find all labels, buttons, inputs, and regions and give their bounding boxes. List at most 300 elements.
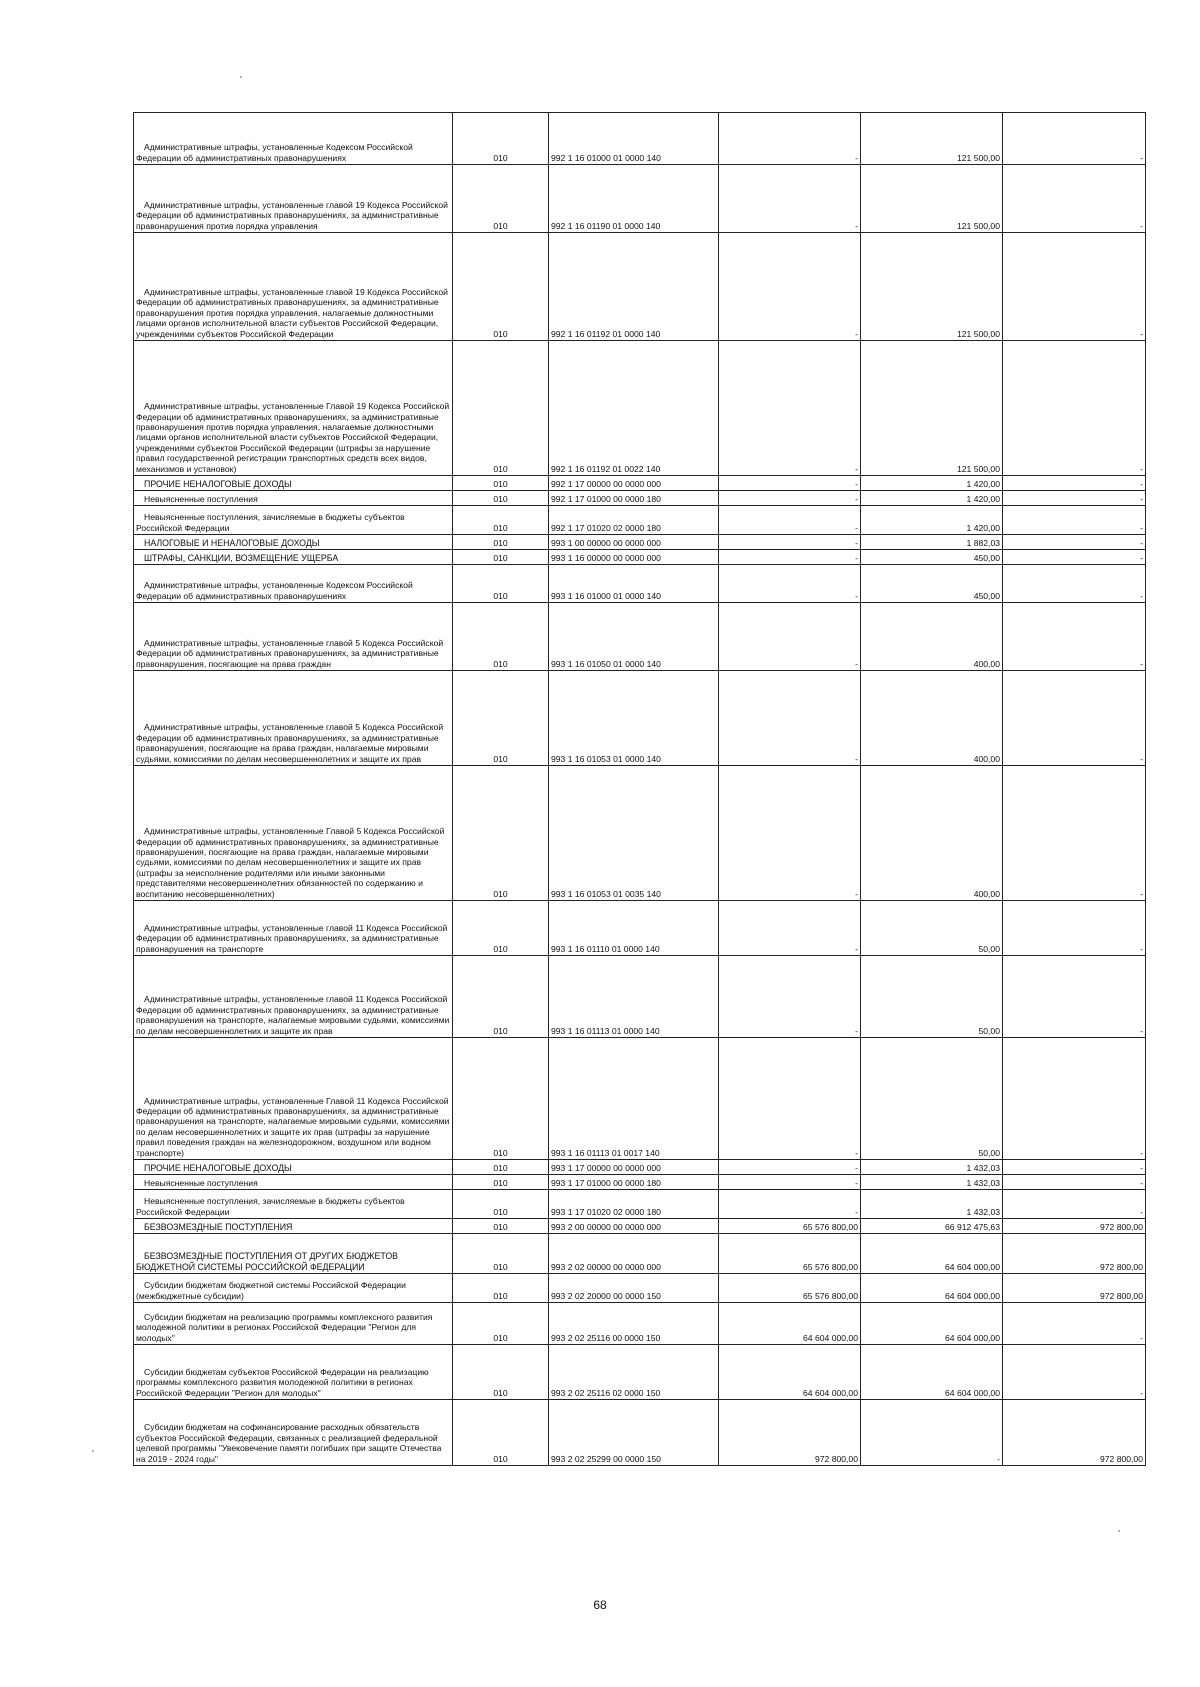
row-budget-code (549, 165, 719, 233)
row-value-2-text: 400,00 (973, 753, 1000, 764)
row-budget-code (549, 766, 719, 901)
row-value-2 (861, 603, 1003, 671)
row-line-code (453, 603, 549, 671)
row-value-1-text: - (855, 152, 858, 163)
table-row (134, 1274, 1146, 1303)
row-value-1 (719, 901, 861, 956)
row-line-code (453, 901, 549, 956)
row-line-code (453, 476, 549, 491)
row-name-text: Субсидии бюджетам бюджетной системы Российской Федерации (межбюджетные субсидии) (136, 1280, 406, 1301)
table-row (134, 1400, 1146, 1466)
row-budget-code-text: 993 2 02 25116 02 0000 150 (551, 1387, 661, 1398)
table-row (134, 901, 1146, 956)
row-budget-code (549, 491, 719, 506)
row-value-3 (1003, 1190, 1146, 1219)
revenue-table-body (134, 113, 1146, 1466)
row-budget-code (549, 341, 719, 476)
row-value-2 (861, 1303, 1003, 1345)
row-value-1 (719, 1345, 861, 1400)
row-line-code-text: 010 (493, 1162, 508, 1173)
row-line-code-text: 010 (493, 1261, 508, 1272)
table-row (134, 956, 1146, 1038)
row-value-2 (861, 491, 1003, 506)
row-line-code-text: 010 (493, 493, 508, 504)
row-budget-code-text: 993 2 02 20000 00 0000 150 (551, 1290, 661, 1301)
row-line-code-text: 010 (493, 220, 508, 231)
row-line-code (453, 165, 549, 233)
table-row (134, 1219, 1146, 1234)
row-line-code-text: 010 (493, 1332, 508, 1343)
row-value-2 (861, 550, 1003, 565)
row-value-3 (1003, 1038, 1146, 1160)
row-value-2 (861, 901, 1003, 956)
row-value-1-text: - (855, 522, 858, 533)
row-value-2 (861, 506, 1003, 535)
row-budget-code (549, 901, 719, 956)
row-value-3 (1003, 341, 1146, 476)
row-value-1 (719, 506, 861, 535)
row-value-1 (719, 956, 861, 1038)
row-budget-code-text: 993 1 16 01113 01 0000 140 (551, 1025, 660, 1036)
row-budget-code-text: 993 1 16 01053 01 0035 140 (551, 888, 661, 899)
row-budget-code-text: 992 1 16 01190 01 0000 140 (551, 220, 661, 231)
row-budget-code (549, 1160, 719, 1175)
row-value-3-text: - (1140, 1177, 1143, 1188)
row-budget-code (549, 956, 719, 1038)
table-row (134, 1175, 1146, 1190)
row-value-3 (1003, 233, 1146, 341)
row-name-text: Административные штрафы, установленные главой 5 Кодекса Российской Федерации об административных правонарушениях, за административные правонарушения, посягающие на права граждан (136, 637, 444, 669)
row-line-code (453, 341, 549, 476)
row-value-2-text: 1 882,03 (966, 537, 1000, 548)
row-name (134, 1160, 453, 1175)
row-value-2 (861, 1038, 1003, 1160)
row-name-text: Административные штрафы, установленные главой 19 Кодекса Российской Федерации об административных правонарушениях, за административные правонарушения против порядка управления (136, 199, 448, 231)
row-line-code (453, 956, 549, 1038)
row-value-1-text: 972 800,00 (814, 1453, 858, 1464)
row-name-text: Невыясненные поступления (144, 1177, 258, 1188)
row-name-text: Административные штрафы, установленные главой 11 Кодекса Российской Федерации об административных правонарушениях, за административные правонарушения на транспорте (136, 922, 448, 954)
row-line-code (453, 1303, 549, 1345)
row-value-2 (861, 565, 1003, 603)
table-row (134, 550, 1146, 565)
row-value-1 (719, 233, 861, 341)
row-value-3 (1003, 1345, 1146, 1400)
table-row (134, 233, 1146, 341)
row-budget-code (549, 476, 719, 491)
row-value-2-text: 50,00 (978, 1025, 1000, 1036)
row-value-1 (719, 1190, 861, 1219)
row-name-text: Субсидии бюджетам на софинансирование расходных обязательств субъектов Российской Федерации, связанных с реализацией федеральной целевой программы "Увековечение памяти погибших при защите Отечества на 2019 - 2024 годы" (136, 1422, 442, 1464)
row-value-2-text: 64 604 000,00 (945, 1261, 1000, 1272)
row-value-1-text: - (855, 590, 858, 601)
row-value-1 (719, 1234, 861, 1274)
row-value-3 (1003, 535, 1146, 550)
row-name-text: БЕЗВОЗМЕЗДНЫЕ ПОСТУПЛЕНИЯ (144, 1221, 293, 1232)
row-value-2 (861, 671, 1003, 766)
row-name-text: ШТРАФЫ, САНКЦИИ, ВОЗМЕЩЕНИЕ УЩЕРБА (144, 552, 339, 563)
row-value-3-text: - (1140, 1387, 1143, 1398)
row-value-1-text: 65 576 800,00 (803, 1221, 858, 1232)
row-value-3-text: - (1140, 1332, 1143, 1343)
row-budget-code-text: 992 1 17 01000 00 0000 180 (551, 493, 661, 504)
row-value-2-text: 1 420,00 (966, 478, 1000, 489)
row-value-1-text: - (855, 658, 858, 669)
row-line-code (453, 1190, 549, 1219)
table-row (134, 1160, 1146, 1175)
row-line-code (453, 1038, 549, 1160)
table-row (134, 535, 1146, 550)
row-line-code-text: 010 (493, 478, 508, 489)
row-line-code-text: 010 (493, 463, 508, 474)
row-value-1 (719, 1175, 861, 1190)
row-name (134, 535, 453, 550)
row-name-text: Административные штрафы, установленные Главой 5 Кодекса Российской Федерации об административных правонарушениях, за административные правонарушения, посягающие на права граждан, налагаемые мировыми судьями, комиссиями по делам несовершеннолетних и защите их прав (штрафы за неисполнение родителями или иными законными представителями несовершеннолетних обязанностей по содержанию и воспитанию несовершеннолетних) (136, 826, 445, 899)
table-row (134, 1345, 1146, 1400)
table-row (134, 113, 1146, 165)
row-value-3 (1003, 1303, 1146, 1345)
row-line-code-text: 010 (493, 328, 508, 339)
row-value-3-text: - (1140, 522, 1143, 533)
row-value-1-text: - (855, 478, 858, 489)
row-value-1 (719, 1219, 861, 1234)
row-value-3-text: - (1140, 943, 1143, 954)
row-line-code (453, 113, 549, 165)
row-budget-code-text: 993 1 16 00000 00 0000 000 (551, 552, 661, 563)
row-value-2-text: 400,00 (973, 888, 1000, 899)
row-value-3 (1003, 603, 1146, 671)
row-name-text: Невыясненные поступления (144, 493, 258, 504)
row-value-1-text: - (855, 943, 858, 954)
row-value-3 (1003, 671, 1146, 766)
row-value-3-text: 972 800,00 (1099, 1453, 1143, 1464)
row-value-3-text: - (1140, 493, 1143, 504)
row-value-2-text: 1 432,03 (966, 1162, 1000, 1173)
row-name (134, 165, 453, 233)
row-name-text: Невыясненные поступления, зачисляемые в бюджеты субъектов Российской Федерации (136, 512, 405, 533)
row-value-2 (861, 956, 1003, 1038)
row-value-1 (719, 1400, 861, 1466)
row-line-code-text: 010 (493, 1206, 508, 1217)
row-name-text: Административные штрафы, установленные Кодексом Российской Федерации об административных правонарушениях (136, 580, 413, 601)
row-value-3-text: - (1140, 328, 1143, 339)
row-value-3 (1003, 165, 1146, 233)
row-value-1-text: - (855, 537, 858, 548)
row-value-2-text: 50,00 (978, 943, 1000, 954)
row-name-text: Субсидии бюджетам субъектов Российской Федерации на реализацию программы комплексного развития молодежной политики в регионах Российской Федерации "Регион для молодых" (136, 1366, 429, 1398)
row-budget-code (549, 1038, 719, 1160)
row-value-1-text: - (855, 328, 858, 339)
row-name (134, 901, 453, 956)
row-value-1 (719, 1160, 861, 1175)
row-value-1 (719, 603, 861, 671)
row-value-1 (719, 1038, 861, 1160)
row-name (134, 1234, 453, 1274)
row-value-1-text: - (855, 1162, 858, 1173)
row-value-2-text: 450,00 (973, 590, 1000, 601)
row-name-text: Административные штрафы, установленные главой 19 Кодекса Российской Федерации об административных правонарушениях, за административные правонарушения против порядка управления, налагаемые должностными лицами органов исполнительной власти субъектов Российской Федерации, учреждениями субъектов Российской Федерации (136, 286, 448, 339)
row-value-2-text: 400,00 (973, 658, 1000, 669)
row-value-2 (861, 1345, 1003, 1400)
row-budget-code (549, 535, 719, 550)
row-value-3-text: - (1140, 1206, 1143, 1217)
row-value-2 (861, 233, 1003, 341)
row-line-code-text: 010 (493, 552, 508, 563)
row-value-2-text: 66 912 475,63 (945, 1221, 1000, 1232)
row-budget-code (549, 1175, 719, 1190)
row-value-3 (1003, 550, 1146, 565)
row-value-2 (861, 341, 1003, 476)
row-line-code-text: 010 (493, 888, 508, 899)
row-value-3 (1003, 476, 1146, 491)
row-budget-code (549, 1190, 719, 1219)
row-value-1 (719, 565, 861, 603)
row-value-3-text: - (1140, 463, 1143, 474)
row-budget-code-text: 993 1 17 01020 02 0000 180 (551, 1206, 661, 1217)
row-line-code (453, 535, 549, 550)
row-value-3 (1003, 956, 1146, 1038)
row-value-3-text: - (1140, 478, 1143, 489)
row-budget-code (549, 603, 719, 671)
row-name (134, 491, 453, 506)
revenue-table (133, 112, 1146, 1466)
row-value-3 (1003, 1400, 1146, 1466)
row-line-code-text: 010 (493, 1147, 508, 1158)
row-name (134, 766, 453, 901)
row-value-1-text: - (855, 1206, 858, 1217)
row-budget-code (549, 1219, 719, 1234)
row-name-text: Субсидии бюджетам на реализацию программы комплексного развития молодежной политики в регионах Российской Федерации "Регион для молодых" (136, 1311, 433, 1343)
row-value-2 (861, 766, 1003, 901)
row-value-1-text: - (855, 220, 858, 231)
table-row (134, 603, 1146, 671)
row-value-1 (719, 165, 861, 233)
row-line-code (453, 1160, 549, 1175)
row-budget-code (549, 113, 719, 165)
row-name (134, 113, 453, 165)
row-budget-code (549, 1400, 719, 1466)
row-budget-code (549, 1345, 719, 1400)
row-budget-code-text: 993 2 02 25299 00 0000 150 (551, 1453, 661, 1464)
row-line-code (453, 1175, 549, 1190)
row-value-1 (719, 535, 861, 550)
row-value-2-text: 121 500,00 (956, 152, 1000, 163)
row-name (134, 506, 453, 535)
row-value-2-text: 64 604 000,00 (945, 1290, 1000, 1301)
table-row (134, 491, 1146, 506)
row-value-1-text: - (855, 463, 858, 474)
row-value-1 (719, 1303, 861, 1345)
row-budget-code-text: 993 2 00 00000 00 0000 000 (551, 1221, 661, 1232)
row-line-code-text: 010 (493, 1025, 508, 1036)
row-value-2 (861, 165, 1003, 233)
row-name (134, 233, 453, 341)
row-name (134, 550, 453, 565)
row-name (134, 1038, 453, 1160)
row-budget-code (549, 1234, 719, 1274)
row-value-3-text: - (1140, 753, 1143, 764)
row-name (134, 603, 453, 671)
row-line-code (453, 550, 549, 565)
row-name (134, 956, 453, 1038)
row-value-2-text: 1 420,00 (966, 522, 1000, 533)
row-value-3-text: - (1140, 552, 1143, 563)
row-value-1-text: - (855, 753, 858, 764)
row-line-code (453, 766, 549, 901)
row-line-code-text: 010 (493, 1221, 508, 1232)
row-line-code-text: 010 (493, 590, 508, 601)
row-budget-code (549, 671, 719, 766)
row-value-1 (719, 766, 861, 901)
row-line-code-text: 010 (493, 1387, 508, 1398)
row-name-text: Административные штрафы, установленные главой 11 Кодекса Российской Федерации об административных правонарушениях, за административные правонарушения на транспорте, налагаемые мировыми судьями, комиссиями по делам несовершеннолетних и защите их прав (136, 994, 450, 1036)
row-value-2 (861, 1190, 1003, 1219)
row-budget-code-text: 993 1 16 01050 01 0000 140 (551, 658, 661, 669)
row-value-3 (1003, 1175, 1146, 1190)
row-value-2-text: 50,00 (978, 1147, 1000, 1158)
row-value-2-text: 1 420,00 (966, 493, 1000, 504)
row-name (134, 1219, 453, 1234)
row-line-code-text: 010 (493, 1177, 508, 1188)
row-line-code (453, 1345, 549, 1400)
row-value-3-text: 972 800,00 (1099, 1261, 1143, 1272)
row-name-text: ПРОЧИЕ НЕНАЛОГОВЫЕ ДОХОДЫ (144, 478, 292, 489)
row-name (134, 476, 453, 491)
row-value-1 (719, 341, 861, 476)
table-row (134, 165, 1146, 233)
row-budget-code (549, 1274, 719, 1303)
scan-speck (1118, 1530, 1120, 1532)
row-name (134, 1190, 453, 1219)
row-budget-code-text: 993 2 02 25116 00 0000 150 (551, 1332, 661, 1343)
row-value-3-text: - (1140, 1025, 1143, 1036)
row-line-code-text: 010 (493, 1290, 508, 1301)
row-value-1-text: - (855, 493, 858, 504)
row-name (134, 671, 453, 766)
row-line-code-text: 010 (493, 537, 508, 548)
row-name (134, 565, 453, 603)
row-name (134, 1400, 453, 1466)
row-name (134, 1303, 453, 1345)
row-value-1 (719, 671, 861, 766)
row-budget-code (549, 550, 719, 565)
row-line-code (453, 1219, 549, 1234)
row-budget-code-text: 993 1 16 01110 01 0000 140 (551, 943, 660, 954)
row-value-2-text: 121 500,00 (956, 463, 1000, 474)
row-value-1-text: 64 604 000,00 (803, 1387, 858, 1398)
row-name-text: Административные штрафы, установленные Главой 11 Кодекса Российской Федерации об административных правонарушениях, за административные правонарушения на транспорте, налагаемые мировыми судьями, комиссиями по делам несовершеннолетних и защите их прав (штрафы за нарушение правил поведения граждан на железнодорожном, воздушном или водном транспорте) (136, 1095, 450, 1158)
row-name (134, 1175, 453, 1190)
row-value-1-text: 64 604 000,00 (803, 1332, 858, 1343)
table-row (134, 766, 1146, 901)
row-budget-code-text: 993 1 17 00000 00 0000 000 (551, 1162, 661, 1173)
table-row (134, 1303, 1146, 1345)
row-line-code-text: 010 (493, 753, 508, 764)
row-name-text: ПРОЧИЕ НЕНАЛОГОВЫЕ ДОХОДЫ (144, 1162, 292, 1173)
row-line-code-text: 010 (493, 1453, 508, 1464)
row-value-2-text: 1 432,03 (966, 1206, 1000, 1217)
row-name-text: БЕЗВОЗМЕЗДНЫЕ ПОСТУПЛЕНИЯ ОТ ДРУГИХ БЮДЖЕТОВ БЮДЖЕТНОЙ СИСТЕМЫ РОССИЙСКОЙ ФЕДЕРАЦИИ (136, 1251, 399, 1272)
table-row (134, 476, 1146, 491)
row-value-3 (1003, 113, 1146, 165)
row-budget-code-text: 992 1 17 00000 00 0000 000 (551, 478, 661, 489)
row-line-code (453, 1234, 549, 1274)
row-value-1 (719, 476, 861, 491)
row-name (134, 1345, 453, 1400)
row-value-3 (1003, 506, 1146, 535)
row-value-2 (861, 1234, 1003, 1274)
row-value-2 (861, 1219, 1003, 1234)
row-value-1 (719, 550, 861, 565)
row-value-1 (719, 1274, 861, 1303)
row-value-1 (719, 491, 861, 506)
row-value-3 (1003, 766, 1146, 901)
row-value-2 (861, 476, 1003, 491)
row-value-2 (861, 1160, 1003, 1175)
row-budget-code-text: 992 1 17 01020 02 0000 180 (551, 522, 661, 533)
row-line-code (453, 506, 549, 535)
row-value-2 (861, 113, 1003, 165)
row-line-code-text: 010 (493, 152, 508, 163)
row-value-3 (1003, 1274, 1146, 1303)
row-value-3-text: - (1140, 220, 1143, 231)
row-name (134, 341, 453, 476)
row-value-3-text: - (1140, 590, 1143, 601)
row-name-text: Административные штрафы, установленные главой 5 Кодекса Российской Федерации об административных правонарушениях, за административные правонарушения, посягающие на права граждан, налагаемые мировыми судьями, комиссиями по делам несовершеннолетних и защите их прав (136, 722, 444, 764)
row-value-3 (1003, 901, 1146, 956)
table-row (134, 1190, 1146, 1219)
scan-speck (92, 1450, 94, 1452)
table-row (134, 565, 1146, 603)
row-value-1 (719, 113, 861, 165)
row-value-1-text: - (855, 1177, 858, 1188)
row-value-3 (1003, 1160, 1146, 1175)
table-row (134, 1234, 1146, 1274)
row-name-text: НАЛОГОВЫЕ И НЕНАЛОГОВЫЕ ДОХОДЫ (144, 537, 320, 548)
table-row (134, 341, 1146, 476)
row-budget-code-text: 992 1 16 01192 01 0000 140 (551, 328, 661, 339)
row-value-3 (1003, 491, 1146, 506)
row-value-3-text: - (1140, 1147, 1143, 1158)
row-line-code (453, 1400, 549, 1466)
row-line-code (453, 1274, 549, 1303)
row-line-code (453, 565, 549, 603)
row-value-3-text: - (1140, 537, 1143, 548)
table-row (134, 671, 1146, 766)
row-budget-code (549, 506, 719, 535)
row-budget-code (549, 233, 719, 341)
row-value-2-text: 450,00 (973, 552, 1000, 563)
row-budget-code (549, 565, 719, 603)
row-budget-code (549, 1303, 719, 1345)
row-name (134, 1274, 453, 1303)
row-budget-code-text: 993 1 16 01053 01 0000 140 (551, 753, 661, 764)
row-value-2-text: 1 432,03 (966, 1177, 1000, 1188)
row-value-2 (861, 1400, 1003, 1466)
row-line-code-text: 010 (493, 522, 508, 533)
page-number: 68 (593, 1598, 607, 1612)
row-value-3-text: 972 800,00 (1099, 1221, 1143, 1232)
row-value-1-text: - (855, 1025, 858, 1036)
row-name-text: Административные штрафы, установленные Главой 19 Кодекса Российской Федерации об административных правонарушениях, за административные правонарушения против порядка управления, налагаемые должностными лицами органов исполнительной власти субъектов Российской Федерации, учреждениями субъектов Российской Федерации (штрафы за нарушение правил государственной регистрации транспортных средств всех видов, механизмов и установок) (136, 401, 450, 474)
row-value-2-text: 64 604 000,00 (945, 1387, 1000, 1398)
row-budget-code-text: 993 1 16 01000 01 0000 140 (551, 590, 661, 601)
row-value-3 (1003, 565, 1146, 603)
row-line-code (453, 233, 549, 341)
row-name-text: Невыясненные поступления, зачисляемые в бюджеты субъектов Российской Федерации (136, 1196, 405, 1217)
row-value-3 (1003, 1219, 1146, 1234)
row-value-1-text: - (855, 1147, 858, 1158)
